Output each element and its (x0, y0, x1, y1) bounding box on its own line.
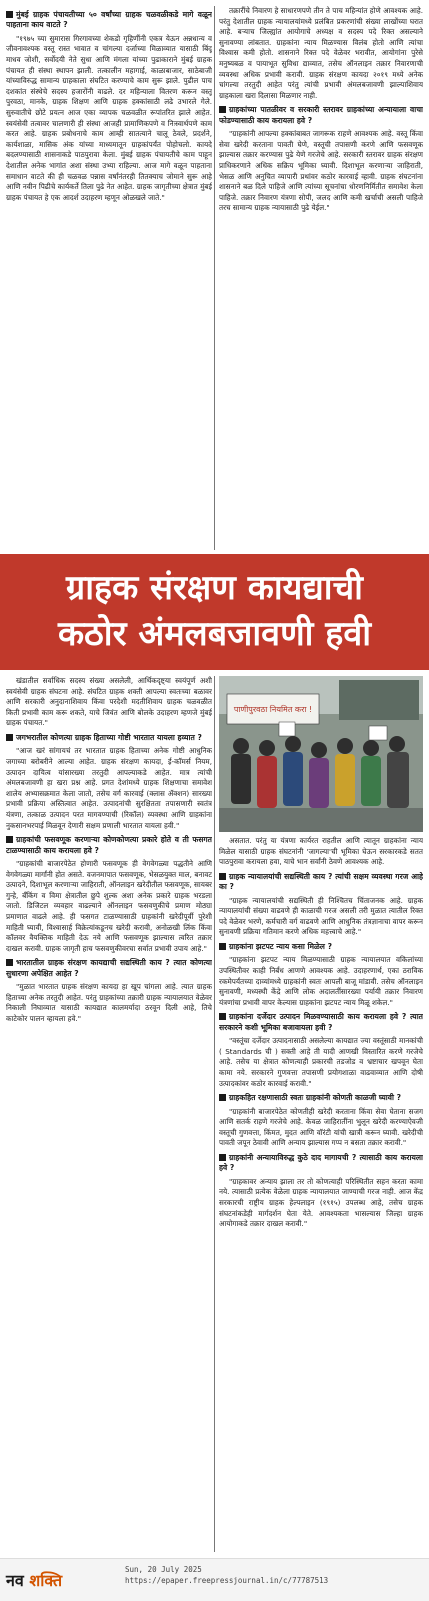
square-bullet-icon (219, 943, 226, 950)
square-bullet-icon (6, 959, 13, 966)
column-divider (214, 676, 215, 1552)
column-divider (214, 6, 215, 550)
edition-date: Sun, 20 July 2025 (125, 1565, 202, 1574)
square-bullet-icon (219, 873, 226, 880)
answer-paragraph: "ग्राहक न्यायालयांची सद्यस्थिती ही निश्चितच चिंताजनक आहे. ग्राहक न्यायालयांची संख्या वाढवणे ही काळाची गरज असली तरी मुळात त्यातील रिक्त पदे वेळेवर भरणे, कर्मचारी वर्ग वाढवणे आणि आधुनिक तंत्रज्ञानाचा वापर करून सुनावणी प्रक्रिया गतिमान करणे अधिक महत्त्वाचे आहे." (219, 895, 423, 937)
question-heading: मुंबई ग्राहक पंचायतीच्या ५० वर्षांच्या ग्राहक चळवळीकडे मागे वळून पाहताना काय वाटते ? (6, 10, 212, 30)
square-bullet-icon (6, 734, 13, 741)
question-heading: ग्राहकांच्या पातळीवर व सरकारी स्तरावर ग्राहकांच्या अन्यायाला वाचा फोडण्यासाठी काय करायला हवे ? (219, 105, 423, 125)
article-column-top-right (219, 6, 423, 550)
question-heading: ग्राहकांची फसवणूक करणाऱ्या कोणकोणत्या प्रकारे होते व ती फसगत टाळण्यासाठी काय करायला हवे ? (6, 835, 212, 855)
square-bullet-icon (219, 1154, 226, 1161)
answer-paragraph: "आज खरं सांगायचं तर भारतात ग्राहक हिताच्या अनेक गोष्टी आधुनिक जगाच्या बरोबरीने आल्या आहेत. ग्राहक संरक्षण कायदा, ई-कॉमर्स नियम, उत्पादन दायित्व यांसारख्या तरतुदी आपल्याकडे आहेत. मात्र त्यांची अंमलबजावणी हा खरा प्रश्न आहे. प्रगत देशांमध्ये ग्राहक शिक्षणाचा समावेश शालेय अभ्यासक्रमात केला जातो, तसेच वर्ग कारवाई (क्लास ॲक्शन) सारख्या प्रभावी प्रक्रिया अस्तित्वात आहेत. उत्पादनांची सुरक्षितता तपासणारी स्वतंत्र यंत्रणा, तत्काळ उत्पादन परत मागवण्याची (रिकॉल) व्यवस्था आणि ग्राहकांना नुकसानभरपाई मिळवून देणारी सक्षम प्रणाली भारतात यायला हवी." (6, 746, 212, 830)
headline-banner (0, 554, 429, 670)
article-column-middle-right (219, 676, 423, 1552)
article-column-middle-left (6, 676, 212, 1552)
answer-paragraph: "ग्राहकांना झटपट न्याय मिळण्यासाठी ग्राहक न्यायालयात वकिलांच्या उपस्थितीवर काही निर्बंध आणणे आवश्यक आहे. उदाहरणार्थ, एका ठराविक रकमेपर्यंतच्या दाव्यांमध्ये ग्राहकांनी स्वतः आपली बाजू मांडावी. तसेच ऑनलाइन सुनावणी, मध्यस्थी केंद्रे आणि लोक अदालतींसारख्या पर्यायी तक्रार निवारण यंत्रणांचा प्रभावी वापर केल्यास ग्राहकांना झटपट न्याय मिळू शकेल." (219, 955, 423, 1007)
epaper-link[interactable]: https://epaper.freepressjournal.in/c/77787513 (125, 1576, 329, 1585)
headline-line-2: कठोर अंमलबजावणी हवी (57, 614, 372, 654)
answer-paragraph: असतात. परंतु या यंत्रणा कार्यरत राहतील आणि त्यातून ग्राहकांना न्याय मिळेल यासाठी ग्राहक संघटनांनी 'जागल्या'ची भूमिका घेऊन सरकारकडे सतत पाठपुरावा करायला हवा, याचे भान सर्वांनी ठेवणे आवश्यक आहे. (219, 836, 423, 867)
question-heading: भारतातील ग्राहक संरक्षण कायद्याची सद्यस्थिती काय ? त्यात कोणत्या सुधारणा अपेक्षित आहेत ? (6, 958, 212, 978)
photo-banner-text: पाणीपुरवठा नियमित करा ! (233, 705, 313, 714)
question-heading: ग्राहकहित रक्षणासाठी स्वतः ग्राहकांनी कोणती काळजी घ्यावी ? (219, 1093, 423, 1103)
answer-paragraph: "मुळात भारतात ग्राहक संरक्षण कायदा हा खूप चांगला आहे. त्यात ग्राहक हिताच्या अनेक तरतुदी आहेत. परंतु ग्राहकांच्या तक्रारी ग्राहक न्यायालयात वेळेवर निकाली निघाव्यात यासाठी कायद्यात कालमर्यादा ठरवून दिली आहे, तिचे काटेकोर पालन व्हायला हवे." (6, 982, 212, 1023)
question-heading: जगभरातील कोणत्या ग्राहक हिताच्या गोष्टी भारतात यायला हव्यात ? (6, 733, 212, 743)
headline-line-1: ग्राहक संरक्षण कायद्याची (66, 568, 363, 608)
square-bullet-icon (6, 11, 13, 18)
navshakti-logo: नव शक्ति (6, 1571, 63, 1590)
square-bullet-icon (219, 1094, 226, 1101)
square-bullet-icon (219, 1013, 226, 1020)
answer-paragraph: "ग्राहकांची बाजारपेठेत होणारी फसवणूक ही वेगवेगळ्या पद्धतीने आणि वेगवेगळ्या मार्गांनी होत असते. वजनमापात फसवणूक, भेसळयुक्त माल, बनावट उत्पादने, दिशाभूल करणाऱ्या जाहिराती, ऑनलाइन खरेदीतील फसवणूक, सायबर गुन्हे, बँकिंग व विमा क्षेत्रातील छुपे शुल्क अशा अनेक प्रकारे ग्राहक भरडला जातो. डिजिटल व्यवहार वाढल्याने ऑनलाइन फसवणुकीचे प्रमाण मोठ्या प्रमाणात वाढले आहे. ही फसगत टाळण्यासाठी ग्राहकांनी खरेदीपूर्वी पुरेशी माहिती घ्यावी, विश्वासार्ह विक्रेत्यांकडूनच खरेदी करावी, अनोळखी लिंक किंवा कॉलवर वैयक्तिक माहिती देऊ नये आणि फसवणूक झाल्यास त्वरित तक्रार दाखल करावी. ग्राहक जागृती हाच फसवणुकीवरचा सर्वात प्रभावी उपाय आहे." (6, 858, 212, 953)
article-column-top-left (6, 6, 212, 550)
question-heading: ग्राहकांना दर्जेदार उत्पादन मिळवण्यासाठी काय करायला हवे ? त्यात सरकारने कशी भूमिका बजावायला हवी ? (219, 1012, 423, 1032)
question-heading: ग्राहकांनी अन्यायाविरुद्ध कुठे दाद मागायची ? त्यासाठी काय करायला हवे ? (219, 1152, 423, 1173)
answer-paragraph: खंडातील सर्वाधिक सदस्य संख्या असलेली, आर्थिकदृष्ट्या स्वयंपूर्ण अशी स्वयंसेवी ग्राहक संघटना आहे. संघटित ग्राहक शक्ती आपल्या स्वतःच्या बळावर आणि सरकारी अनुदानाशिवाय किंवा परदेशी मदतीशिवाय ग्राहक चळवळीत किती प्रभावी काम करू शकते, याचे जिवंत आणि बोलके उदाहरण म्हणजे मुंबई ग्राहक पंचायत." (6, 676, 212, 728)
square-bullet-icon (6, 836, 13, 843)
question-heading: ग्राहक न्यायालयांची सद्यस्थिती काय ? त्यांची सक्षम व्यवस्था गरज आहे का ? (219, 871, 423, 892)
answer-paragraph: "१९७५ च्या सुमारास गिरगावच्या शेकडो गृहिणींनी एकत्र येऊन अन्नधान्य व जीवनावश्यक वस्तू रास्त भावात व चांगल्या दर्जाच्या मिळाव्यात यासाठी बिंदू माधव जोशी, सर्वोदयी नेते सुधा आणि मंगला यांच्या पुढाकाराने मुंबई ग्राहक पंचायत ही संस्था स्थापन झाली. तत्कालीन महागाई, काळाबाजार, साठेबाजी यांच्याविरुद्ध सामान्य ग्राहकाला संघटित करण्याचे काम सुरू झाले. पुढील पाच दशकांत संस्थेचे सदस्य हजारोंनी वाढले. दर महिन्याला वितरण करून वस्तू पुरवठा, मानके, ग्राहक शिक्षण आणि ग्राहक हक्कांसाठी लढे उभारले गेले. सुरुवातीचे छोटे प्रयत्न आज एका व्यापक चळवळीत रूपांतरित झाले आहेत. स्वयंसेवी तत्वावर चालणारी ही संस्था आजही प्रामाणिकपणे व निःस्वार्थपणे काम करत आहे. ग्राहक प्रबोधनाचे काम आम्ही सातत्याने चालू ठेवले, प्रदर्शने, कार्यशाळा, मासिक अंक यांच्या माध्यमातून ग्राहकांपर्यंत पोहोचलो. कायदे बदलण्यासाठी शासनाकडे पाठपुरावा केला. मुंबई ग्राहक पंचायतीचे काम पाहून देशातील अनेक भागांत अशा संस्था उभ्या राहिल्या. आज मागे वळून पाहताना समाधान वाटते की ही चळवळ पन्नास वर्षांनंतरही तितक्याच जोमाने सुरू आहे आणि नवीन पिढीचे कार्यकर्ते तिला पुढे नेत आहेत. ग्राहक जागृतीच्या क्षेत्रात मुंबई ग्राहक पंचायत हे एक आदर्श उदाहरण म्हणून ओळखले जाते." (6, 33, 212, 202)
answer-paragraph: "ग्राहकावर अन्याय झाला तर तो कोणत्याही परिस्थितीत सहन करता कामा नये. त्यासाठी प्रत्येक वेळेला ग्राहक न्यायालयात जाण्याची गरज नाही. आज केंद्र सरकारची राष्ट्रीय ग्राहक हेल्पलाइन (१९१५) उपलब्ध आहे, तसेच ग्राहक संघटनांकडेही मार्गदर्शन घेता येते. आवश्यकता भासल्यास जिल्हा ग्राहक आयोगाकडे तक्रार दाखल करावी." (219, 1176, 423, 1229)
answer-paragraph: "ग्राहकांनी आपल्या हक्कांबाबत जागरूक राहणे आवश्यक आहे. वस्तू किंवा सेवा खरेदी करताना पावती घेणे, वस्तूची तपासणी करणे आणि फसवणूक झाल्यास तक्रार करण्यास पुढे येणे गरजेचे आहे. सरकारी स्तरावर ग्राहक संरक्षण प्राधिकरणाने अधिक सक्रिय भूमिका घ्यावी. दिशाभूल करणाऱ्या जाहिराती, भेसळ आणि अनुचित व्यापारी प्रथांवर कठोर कारवाई व्हावी. ग्राहक संघटनांना शासनाने बळ दिले पाहिजे आणि त्यांच्या सूचनांचा धोरणनिर्मितीत समावेश केला पाहिजे. तक्रार निवारण यंत्रणा सोपी, जलद आणि कमी खर्चाची असली पाहिजे तरच सामान्य ग्राहक न्यायासाठी पुढे येईल." (219, 129, 423, 213)
question-heading: ग्राहकांना झटपट न्याय कसा मिळेल ? (219, 942, 423, 952)
square-bullet-icon (219, 106, 226, 113)
answer-paragraph: "ग्राहकांनी बाजारपेठेत कोणतीही खरेदी करताना किंवा सेवा घेताना सजग आणि सतर्क राहणे गरजेचे आहे. केवळ जाहिरातींना भुलून खरेदी करण्याऐवजी वस्तूची गुणवत्ता, किंमत, मुदत आणि वॉरंटी यांची खात्री करून घ्यावी. खरेदीची पावती जपून ठेवावी आणि अन्याय झाल्यास गप्प न बसता तक्रार करावी." (219, 1106, 423, 1148)
answer-paragraph: तक्रारींचे निवारण हे साधारणपणे तीन ते पाच महिन्यांत होणे आवश्यक आहे. परंतु देशातील ग्राहक न्यायालयांमध्ये प्रलंबित प्रकरणांची संख्या लाखोंच्या घरात आहे. बऱ्याच जिल्ह्यांत आयोगाचे अध्यक्ष व सदस्य पदे रिक्त असल्याने सुनावण्या लांबतात. ग्राहकांना न्याय मिळण्यास विलंब होतो आणि त्यांचा विश्वास कमी होतो. शासनाने रिक्त पदे वेळेवर भरावीत, आयोगांना पुरेसे मनुष्यबळ व पायाभूत सुविधा द्याव्यात, तसेच ऑनलाइन तक्रार निवारणाची व्यवस्था अधिक प्रभावी करावी. ग्राहक संरक्षण कायदा २०१९ मध्ये अनेक चांगल्या तरतुदी आहेत परंतु त्यांची प्रभावी अंमलबजावणी झाल्याशिवाय ग्राहकाला खरा दिलासा मिळणार नाही. (219, 6, 423, 100)
epaper-footer (0, 1558, 429, 1601)
answer-paragraph: "वस्तूंचा दर्जेदार उत्पादनासाठी असलेल्या कायद्यात ज्या वस्तूंसाठी मानकांची ( Standards ची ) सक्ती आहे ती यादी आणखी विस्तारित करणे गरजेचे आहे. तसेच या क्षेत्रात कोणत्याही प्रकारची तडजोड व भ्रष्टाचार खपवून घेता कामा नये. सरकारने गुणवत्ता तपासणी प्रयोगशाळा वाढवाव्यात आणि दोषी उत्पादकांवर कठोर कारवाई करावी." (219, 1036, 423, 1088)
